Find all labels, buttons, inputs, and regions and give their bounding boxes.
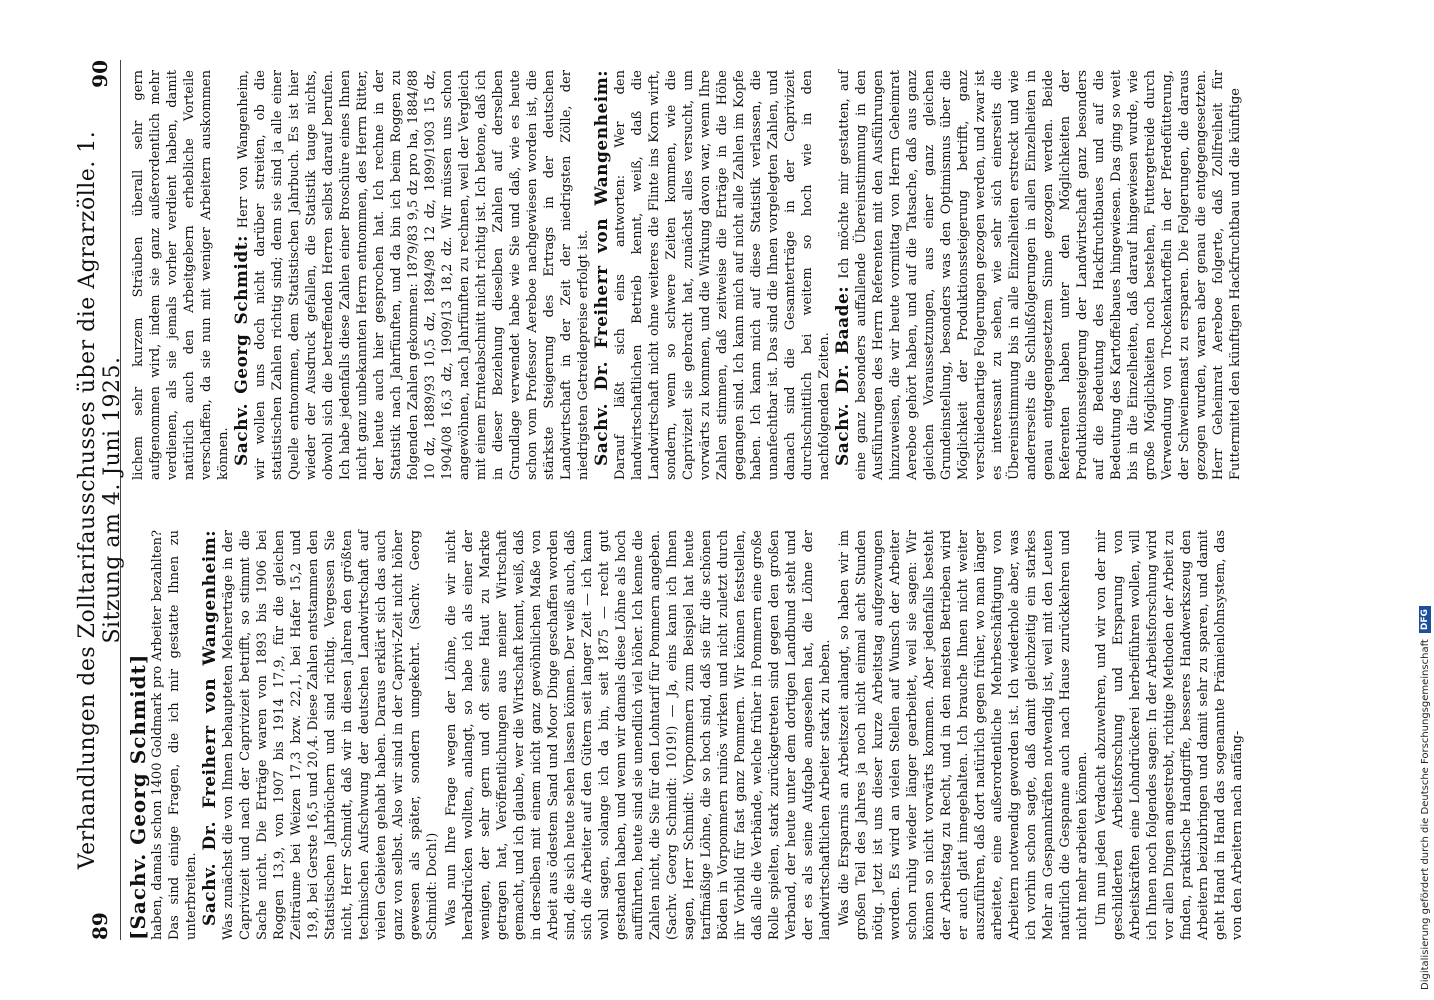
credit-text: Digitalisierung gefördert durch die Deutsche Forschungsgemeinschaft [1419,639,1431,990]
speaker-name: Sachv. Dr. Baade: [833,285,853,466]
paragraph: Um nun jeden Verdacht abzuwehren, und wir von der mir geschilderten Arbeitsforschung und Ersparung von Arbeitskräften eine Lohndrückerei herbeiführen wollen, will ich Ihnen noch folgendes sagen: In der Arbeitsforschung wird vor allen Dingen angestrebt, richtige Methoden der Arbeit zu finden, praktische Handgriffe, besseres Handwerkszeug den Arbeitern beizubringen und damit sehr zu sparen, und damit geht Hand in Hand das sogenannte Prämienlohnsystem, das von den Arbeitern nach anfäng- [1094,530,1245,940]
speech-block [835,70,1244,480]
left-column [126,530,1410,940]
speaker-name: Sachv. Dr. Freiherr von Wangenheim: [592,70,612,466]
left-page-number: 89 [88,912,112,940]
right-column [130,70,1410,480]
paragraph: Was nun Ihre Frage wegen der Löhne, die wir nicht herabdrücken wollten, anlangt, so habe ich als einer der wenigen, der sehr gern und oft seine Haut zu Markte getragen hat, Veröffentlichungen aus meiner Wirtschaft gemacht, und ich glaube, wer die Wirtschaft kennt, weiß, daß in derselben mit einem nicht ganz gewöhnlichen Maße von Arbeit aus ödestem Sand und Moor Dinge geschaffen worden sind, die sich heute sehen lassen können. Der weiß auch, daß sich die Arbeiter auf den Gütern seit langer Zeit — ich kann wohl sagen, solange ich da bin, seit 1875 — recht gut gestanden haben, und wenn wir damals diese Löhne als hoch aufführten, heute sind sie unendlich viel höher. Ich kenne die Zahlen nicht, die Sie für den Lohntarif für Pommern angeben. (Sachv. Georg Schmidt: 1019!) — Ja, eins kann ich Ihnen sagen, Herr Schmidt: Vorpommern zum Beispiel hat heute tarifmäßige Löhne, die so hoch sind, daß sie für die schönen Böden in Vorpommern ruinös wirken und nicht zuletzt durch ihr Vorbild für fast ganz Pommern. Wir können feststellen, daß alle die Verbände, welche früher in Pommern eine große Rolle spielten, stark zurückgetreten sind gegen den großen Verband, der heute unter dem dortigen Landbund steht und der es als seine Aufgabe angesehen hat, die Löhne der landwirtschaftlichen Arbeiter stark zu heben. [444,530,833,940]
paragraph-text: Herr von Wangenheim, wir wollen uns doch nicht darüber streiten, ob die statistischen Zahlen richtig sind; denn sie sind ja alle einer Quelle entnommen, dem Statistischen Jahrbuch. Es ist hier wieder der Ausdruck gefallen, die Statistik tauge nichts, obwohl sich die betreffenden Herren selbst darauf berufen. Ich habe jedenfalls diese Zahlen einer Broschüre eines Ihnen nicht ganz unbekannten Herrn entnommen, des Herrn Ritter, der heute auch hier gesprochen hat. Ich rechne in der Statistik nach Jahrfünften, und da bin ich beim Roggen zu folgenden Zahlen gekommen: 1879/83 9,5 dz pro ha, 1884/88 10 dz, 1889/93 10,5 dz, 1894/98 12 dz, 1899/1903 15 dz, 1904/08 16,3 dz, 1909/13 18,2 dz. Wir müssen uns schon angewöhnen, nach Jahrfünften zu rechnen, weil der Vergleich mit einem Ernteabschnitt nicht richtig ist. Ich betone, daß ich in dieser Beziehung dieselben Zahlen auf derselben Grundlage verwendet habe wie Sie und daß, wie es heute schon vom Professor Aereboe nachgewiesen worden ist, die stärkste Steigerung des Ertrags in der deutschen Landwirtschaft in der Zeit der niedrigsten Zölle, der niedrigsten Getreidepreise erfolgt ist. [236,70,591,480]
speaker-bracket-heading: [Sachv. Georg Schmidt] [126,653,150,940]
paragraph: Was die Ersparnis an Arbeitszeit anlangt, so haben wir im großen Teil des Jahres ja noch nicht einmal acht Stunden nötig. Jetzt ist uns dieser kurze Arbeitstag aufgezwungen worden. Es wird an vielen Stellen auf Wunsch der Arbeiter schon ruhig wieder länger gearbeitet, weil sie sagen: Wir können so nicht vorwärts kommen. Aber jedenfalls besteht der Arbeitstag zu Recht, und in den meisten Betrieben wird er auch glatt innegehalten. Ich brauche Ihnen nicht weiter auszuführen, daß dort natürlich gegen früher, wo man länger arbeitete, eine außerordentliche Mehrbeschäftigung von Arbeitern notwendig geworden ist. Ich wiederhole aber, was ich vorhin schon sagte, daß damit gleichzeitig ein starkes Mehr an Gespannkräften notwendig ist, weil mit den Leuten natürlich die Gespanne auch nach Hause zurückkehren und nicht mehr arbeiten können. [837,530,1090,940]
speech-block [234,70,592,480]
paragraph: lichem sehr kurzem Sträuben überall sehr gern aufgenommen wird, indem sie ganz außerordentlich mehr verdienen, als sie jemals vorher verdient haben, damit natürlich auch den Arbeitgebern erhebliche Vorteile verschaffen, da sie nun mit weniger Arbeitern auskommen können. [131,70,231,480]
paragraph-text: Ich möchte mir gestatten, auf eine ganz besonders auffallende Übereinstimmung in den Ausführungen des Herrn Referenten mit den Ausführungen hinzuweisen, die wir heute vormittag von Herrn Geheimrat Aereboe gehört haben, und auf die Tatsache, daß aus ganz gleichen Voraussetzungen, aus einer ganz gleichen Grundeinstellung, besonders was den Optimismus über die Möglichkeit der Produktionssteigerung betrifft, ganz verschiedenartige Folgerungen gezogen werden, und zwar ist es interessant zu sehen, wie sehr sich einerseits die Übereinstimmung bis in alle Einzelheiten erstreckt und wie andererseits die Schlußfolgerungen in allen Einzelheiten in genau entgegengesetztem Sinne gezogen werden. Beide Referenten haben unter den Möglichkeiten der Produktionssteigerung der Landwirtschaft ganz besonders auf die Bedeutung des Hackfruchtbaues und auf die Bedeutung des Kartoffelbaues hingewiesen. Das ging so weit bis in die Einzelheiten, daß darauf hingewiesen wurde, wie große Möglichkeiten noch bestehen, Futtergetreide durch Verwendung von Trockenkartoffeln in der Pferdefütterung, der Schweinemast zu ersparen. Die Folgerungen, die daraus gezogen wurden, waren aber genau die entgegengesetzten. Herr Geheimrat Aereboe folgerte, daß Zollfreiheit für Futtermittel den künftigen Hackfruchtbau und die künftige [837,70,1243,480]
digitization-credit [1418,0,1432,990]
page-title: Verhandlungen des Zolltarifausschusses über die Agrarzölle. 1. Sitzung am 4. Juni 1925. [75,130,125,870]
paragraph-text: Was zunächst die von Ihnen behaupteten Mehrerträge in der Caprivizeit und nach der Caprivizeit betrifft, so stimmt die Sache nicht. Die Erträge waren von 1893 bis 1906 bei Roggen 13,9, von 1907 bis 1914 17,9, für die gleichen Zeiträume bei Weizen 17,3 bzw. 22,1, bei Hafer 15,2 und 19,8, bei Gerste 16,5 und 20,4. Diese Zahlen entstammen den Statistischen Jahrbüchern und sind richtig. Vergessen Sie nicht, Herr Schmidt, daß wir in diesen Jahren den größten technischen Aufschwung der deutschen Landwirtschaft auf vielen Gebieten gehabt haben. Daraus erklärt sich das auch ganz von selbst. Also wir sind in der Caprivi-Zeit nicht höher gewesen als später, sondern umgekehrt. (Sachv. Georg Schmidt: Doch!) [221,530,440,940]
speech-block [594,70,833,480]
speaker-name: Sachv. Georg Schmidt: [232,235,252,466]
paragraph-text: Darauf läßt sich eins antworten: Wer den landwirtschaftlichen Betrieb kennt, weiß, daß die Landwirtschaft nicht ohne weiteres die Flinte ins Korn wirft, sondern, wenn so schwere Zeiten kommen, wie die Caprivizeit sie gebracht hat, zunächst alles versucht, um vorwärts zu kommen, und die Wirkung davon war, wenn Ihre Zahlen stimmen, daß zeitweise die Erträge in die Höhe gegangen sind. Ich kann mich auf nicht alle Zahlen im Kopfe haben. Ich kann mich auf diese Statistik verlassen, die unanfechtbar ist. Das sind die Ihnen vorgelegten Zahlen, und danach sind die Gesamterträge in der Caprivizeit durchschnittlich bei weitem so hoch wie in den nachfolgenden Zeiten. [613,70,832,480]
right-page-number: 90 [88,60,112,88]
speaker-name: Sachv. Dr. Freiherr von Wangenheim: [200,530,220,926]
paragraph: haben, damals schon 1400 Goldmark pro Arbeiter bezahlten? Das sind einige Fragen, die ich mir gestatte Ihnen zu unterbreiten. [150,530,199,940]
dfg-logo: DFG [1419,606,1431,633]
page-header [75,60,125,940]
document-page [75,60,1420,940]
speech-block [202,530,441,940]
